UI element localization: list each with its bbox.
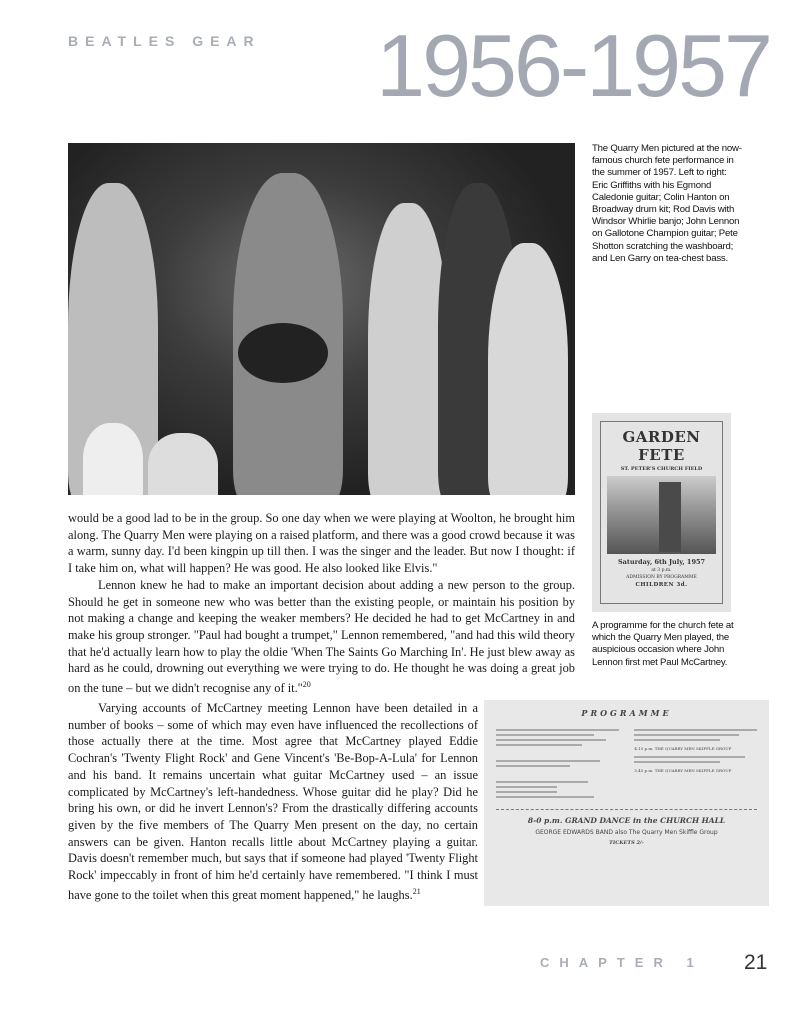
fete-programme-image bbox=[484, 700, 769, 906]
footnote-ref: 20 bbox=[302, 680, 311, 690]
body-text-top bbox=[68, 510, 575, 697]
programme-band: GEORGE EDWARDS BAND also The Quarry Men Skiffle Group bbox=[535, 829, 718, 836]
programme-event: 5.45 p.m. THE QUARRY MEN SKIFFLE GROUP bbox=[634, 768, 732, 773]
paragraph-text: Lennon knew he had to make an important decision about adding a new person to the group. Should he get in someone new who was better than the existing people, or maintain his position by not making a change and keeping the weaker members? He decided he had to get McCartney in and make his group stronger. "Paul had bought a trumpet," Lennon remembered, "and had this wild theory that he'd actually learn how to play the oldie 'When The Saints Go Marching In'. He just blew away as hard as he could, drowning out everything we were trying to do. He thought he was doing a great job on the tune – but we didn't recognise any of it." bbox=[68, 577, 575, 696]
programme-tickets: TICKETS 2/- bbox=[609, 840, 644, 846]
paragraph: would be a good lad to be in the group. So one day when we were playing at Woolton, he brought him along. The Quarry Men were playing on a raised platform, and there was a good crowd because it was a warm, sunny day. I'd been kingpin up till then. I was the singer and the leader. But now I thought: if I take him on, what will happen? He was good. He also looked like Elvis." bbox=[68, 511, 575, 576]
paragraph bbox=[68, 700, 478, 904]
page-number: 21 bbox=[744, 951, 768, 974]
chapter-years-title: 1956-1957 bbox=[376, 16, 770, 115]
paragraph bbox=[68, 577, 575, 697]
body-text-bottom bbox=[68, 700, 478, 904]
poster-date: Saturday, 6th July, 1957 bbox=[617, 558, 706, 566]
programme-dance: 8-0 p.m. GRAND DANCE in the CHURCH HALL bbox=[527, 816, 726, 825]
footnote-ref: 21 bbox=[412, 886, 421, 896]
poster-subtitle: ST. PETER'S CHURCH FIELD bbox=[620, 466, 703, 472]
chapter-label: CHAPTER 1 bbox=[540, 955, 704, 970]
poster-title: GARDEN FETE bbox=[622, 428, 701, 464]
church-illustration bbox=[607, 476, 716, 554]
running-head: BEATLES GEAR bbox=[68, 33, 261, 49]
poster-caption: A programme for the church fete at which the Quarry Men played, the auspicious occasion where John Lennon first met Paul McCartney. bbox=[592, 620, 734, 668]
photo-caption: The Quarry Men pictured at the now-famous church fete performance in the summer of 1957. Left to right: Eric Griffiths with his Egmond Caledonie guitar; Colin Hanton on Broadway drum kit; Rod Davis with Windsor Whirlie banjo; John Lennon on Gallotone Champion guitar; Pete Shotton scratching the washboard; and Len Garry on tea-chest bass. bbox=[592, 143, 742, 264]
poster-children: CHILDREN 3d. bbox=[635, 582, 688, 588]
poster-admission: ADMISSION BY PROGRAMME bbox=[626, 575, 697, 580]
quarry-men-photo bbox=[68, 143, 575, 495]
paragraph-text: Varying accounts of McCartney meeting Lennon have been detailed in a number of books – some of which may even have influenced the recollections of those actually there at the time. Most agree that McCartney played Eddie Cochran's 'Twenty Flight Rock' and Gene Vincent's 'Be-Bop-A-Lula' for Lennon and his band. It remains uncertain what guitar McCartney used – an issue complicated by McCartney's left-handedness. Whose guitar did he play? Did he bring his own, or did he invert Lennon's? From the drastically differing accounts given by the five members of The Quarry Men present on the day, no certain answers can be given. Hanton recalls little about McCartney playing a guitar. Davis doesn't remember much, but says that if someone had played 'Twenty Flight Rock' impeccably in front of him he'd certainly have remembered. "I think I must have gone to the toilet when this great moment happened," he laughs. bbox=[68, 701, 478, 902]
programme-event: 4.15 p.m. THE QUARRY MEN SKIFFLE GROUP bbox=[634, 746, 732, 751]
poster-time: at 3 p.m. bbox=[651, 568, 672, 573]
garden-fete-poster bbox=[592, 413, 731, 612]
programme-title: PROGRAMME bbox=[581, 708, 672, 718]
